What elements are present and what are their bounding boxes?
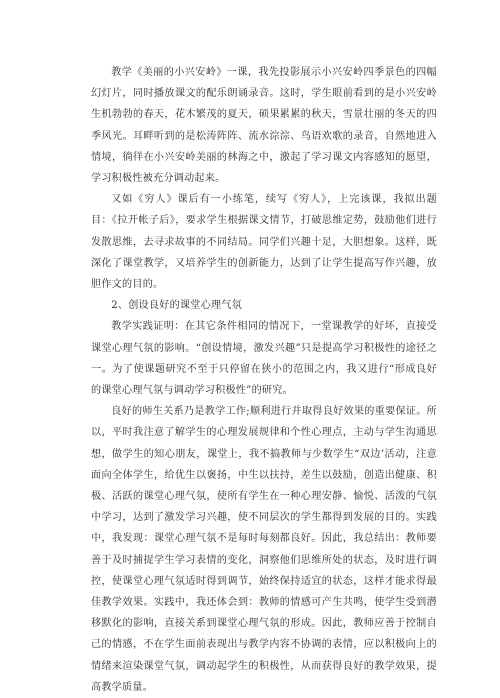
section-heading: 2、创设良好的课堂心理气氛 <box>111 300 242 312</box>
paragraph-1: 教学《美丽的小兴安岭》一课，我先投影展示小兴安岭四季景色的四幅幻灯片，同时播放课文的配乐朗诵录音。这时，学生眼前看到的是小兴安岭生机勃勃的春天，花木繁茂的夏天，硕果累累的秋天，雪景壮丽的冬天的四季风光。耳畔听到的是松涛阵阵、流水淙淙、鸟语欢歌的录音，自然地进入情境，徜徉在小兴安岭美丽的林海之中，激起了学习课文内容感知的愿望，学习积极性被充分调动起来。 <box>91 67 437 185</box>
paragraph-2: 又如《穷人》课后有一小练笔，续写《穷人》，上完该课，我拟出题目：《拉开帐子后》，要求学生根据课文情节，打破思维定势，鼓励他们进行发散思维，去寻求故事的不同结局。同学们兴趣十足，大胆想象。这样，既深化了课堂教学，又培养学生的创新能力，达到了让学生提高写作兴趣，放胆作文的目的。 <box>91 194 437 291</box>
document-body <box>91 62 437 698</box>
paragraph-4: 良好的师生关系乃是教学工作;顺利进行并取得良好效果的重要保证。所以，平时我注意了解学生的心理发展规律和个性心理点，主动与学生沟通思想，做学生的知心朋友，课堂上，我不搞教师与少数学生“双边’活动，注意面向全体学生，给优生以褒扬，中生以扶持，差生以鼓励，创造出健康、积极、活跃的课堂心理气氛，使所有学生在一种心理安静、愉悦、活泼的气氛中学习，达到了激发学习兴趣，使不同层次的学生都得到发展的目的。实践中，我发现：课堂心理气氛不是每时每刻都良好。因此，我总结出：教师要善于及时捕捉学生学习表情的变化，洞察他们思维所处的状态，及时进行调控，使课堂心理气氛适时得到调节，始终保持适宜的状态，这样才能求得最佳教学效果。实践中，我还体会到：教师的情感可产生共鸣，使学生受到潜移默化的影响，直接关系到课堂心理气氛的形成。因此，教师应善于控制自己的情感，不在学生面前表现出与教学内容不协调的表情，应以积极向上的情绪来渲染课堂气氛，调动起学生的积极性，从而获得良好的教学效果，提高教学质量。 <box>91 406 437 693</box>
paragraph-3: 教学实践证明：在其它条件相同的情况下，一堂课教学的好坏，直接受课堂心理气氛的影响。“创设情境，激发兴趣”只是提高学习积极性的途径之一。为了使课题研究不至于只停留在狭小的范围之内，我又进行“形成良好的课堂心理气氛与调动学习积极性”的研究。 <box>91 321 437 397</box>
